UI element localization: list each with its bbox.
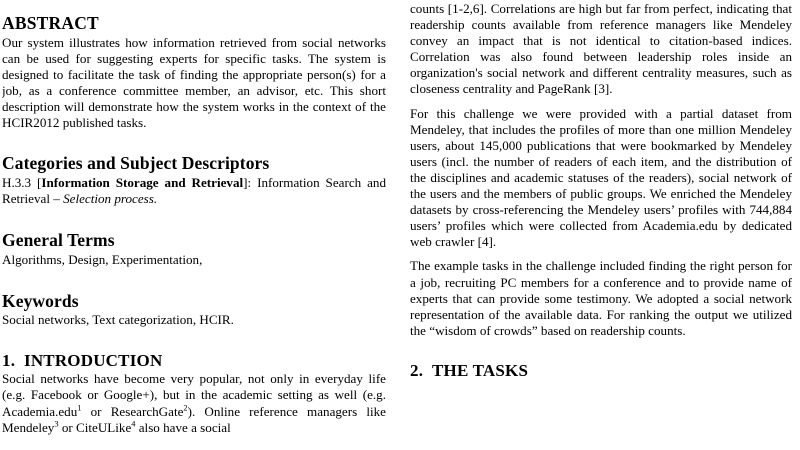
abstract-text: Our system illustrates how information retrieved from social networks can be used for suggesting experts for specific tasks. The system is designed to facilitate the task of finding the appropriate person(s) for a job, as a conference committee member, an advisor, etc. This short description will demonstrate how the system works in the context of the HCIR2012 published tasks. bbox=[2, 34, 386, 131]
tasks-number: 2. bbox=[410, 360, 424, 380]
intro-part-5: also have a social bbox=[135, 419, 231, 435]
introduction-heading bbox=[2, 351, 386, 370]
intro-part-3: ). Online reference managers like Mendeley bbox=[2, 403, 386, 435]
categories-italic-tail: Selection process. bbox=[63, 190, 158, 206]
categories-tail: : Information Search and Retrieval bbox=[2, 174, 386, 206]
categories-text bbox=[2, 175, 386, 207]
categories-dash: – bbox=[53, 190, 64, 206]
general-terms-heading: General Terms bbox=[2, 229, 115, 250]
right-paragraph-dataset: For this challenge we were provided with a partial dataset from Mendeley, that includes the profiles of more than one million Mendeley users, about 145,000 publications that were bookmarked by Mendeley users (incl. the number of readers of each item, and the distribution of the disciplines and academic statuses of the readers), social network of the users and the members of public groups. We enriched the Mendeley datasets by cross-referencing the Mendeley users’ profiles with 744,884 users’ profiles which were collected from Academia.edu by dedicated web crawler [4]. bbox=[410, 105, 792, 250]
keywords-heading: Keywords bbox=[2, 290, 79, 311]
introduction-number: 1. bbox=[2, 351, 16, 371]
acm-category-code: H.3.3 bbox=[2, 174, 32, 190]
abstract-heading: ABSTRACT bbox=[2, 13, 99, 33]
right-paragraph-continued: counts [1-2,6]. Correlations are high but far from perfect, indicating that readership counts available from reference managers like Mendeley convey an impact that is not identical to citation-based indices. Correlation was also found between leadership roles inside an organization's social network and different centrality measures, such as closeness centrality and PageRank [3]. bbox=[410, 1, 792, 97]
introduction-text bbox=[2, 371, 386, 435]
keywords-text: Social networks, Text categorization, HCIR. bbox=[2, 312, 234, 328]
intro-part-1: Social networks have become very popular, not only in everyday life (e.g. Facebook or Google+), but in the academic setting as well (e.g. Academia.edu bbox=[2, 371, 386, 419]
general-terms-text: Algorithms, Design, Experimentation, bbox=[2, 251, 203, 267]
intro-part-4: or CiteULike bbox=[58, 419, 132, 435]
introduction-title: INTRODUCTION bbox=[24, 351, 163, 371]
tasks-heading bbox=[410, 361, 792, 380]
left-column bbox=[2, 0, 386, 450]
footnote-marker-4: 4 bbox=[131, 419, 136, 429]
intro-part-2: or ResearchGate bbox=[81, 403, 184, 419]
tasks-title: THE TASKS bbox=[432, 360, 529, 380]
footnote-marker-3: 3 bbox=[54, 419, 59, 429]
right-paragraph-tasks: The example tasks in the challenge included finding the right person for a job, recruiting PC members for a conference and to provide name of experts that can provide some testimony. We adopted a social network representation of the available data. For ranking the output we utilized the “wisdom of crowds” based on readership counts. bbox=[410, 258, 792, 338]
acm-category-name: Information Storage and Retrieval bbox=[41, 174, 244, 190]
categories-heading: Categories and Subject Descriptors bbox=[2, 153, 270, 174]
bracket-open: [ bbox=[37, 174, 42, 190]
bracket-close: ] bbox=[243, 174, 248, 190]
footnote-marker-1: 1 bbox=[77, 403, 82, 413]
footnote-marker-2: 2 bbox=[183, 403, 188, 413]
right-column bbox=[410, 0, 792, 450]
